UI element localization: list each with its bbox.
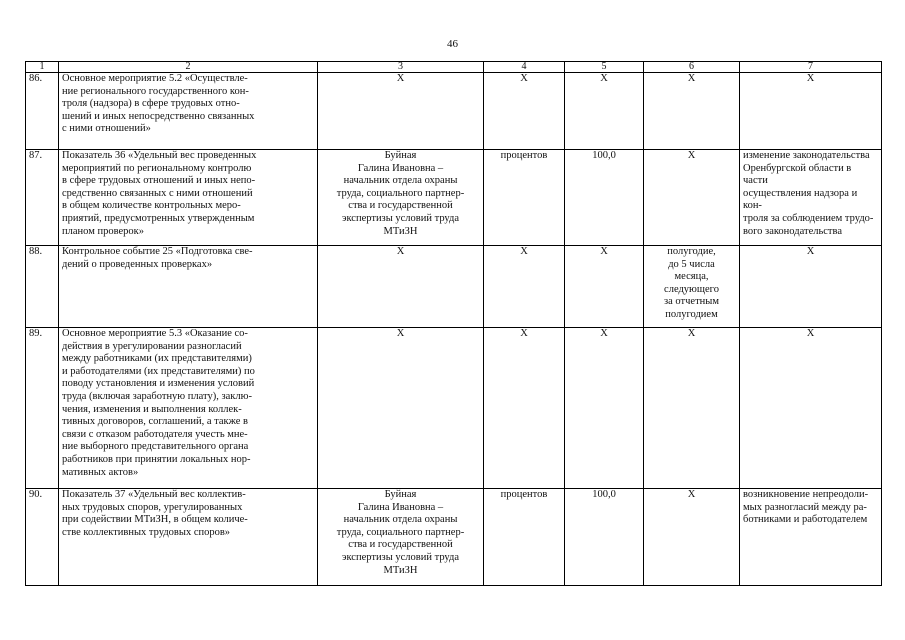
row-name: Основное мероприятие 5.3 «Оказание со- действия в урегулировании разногласий между работниками (их представителями) и работодателями (их представителями) по поводу установления и изменения условий труда (включая заработную плату), заклю- чения, изменения и выполнения коллек- тивных договоров, соглашений, а также в связи с отказом работодателя учесть мне- ние выборного представительного органа работников при принятии локальных нор- мативных актов» (59, 328, 318, 489)
row-responsible: Х (318, 73, 484, 150)
row-deadline: Х (644, 328, 740, 489)
table-row (26, 150, 882, 246)
row-unit: Х (484, 246, 565, 328)
row-value: Х (565, 246, 644, 328)
row-number: 90. (26, 489, 59, 586)
column-header: 7 (740, 62, 882, 73)
row-value: Х (565, 73, 644, 150)
column-header: 2 (59, 62, 318, 73)
row-responsible: Х (318, 328, 484, 489)
column-header: 6 (644, 62, 740, 73)
row-unit: Х (484, 73, 565, 150)
row-value: Х (565, 328, 644, 489)
page-number: 46 (447, 38, 458, 50)
row-name: Показатель 36 «Удельный вес проведенных мероприятий по региональному контролю в сфере трудовых отношений и иных непо- средственно связанных с ними отношений в общем количестве контрольных меро- приятий, предусмотренных утвержденным планом проверок» (59, 150, 318, 246)
row-unit: Х (484, 328, 565, 489)
row-responsible: Буйная Галина Ивановна – начальник отдела охраны труда, социального партнер- ства и государственной экспертизы условий труда МТиЗН (318, 489, 484, 586)
column-header: 5 (565, 62, 644, 73)
row-number: 88. (26, 246, 59, 328)
row-deadline: Х (644, 489, 740, 586)
plan-table (25, 61, 882, 586)
row-deadline: полугодие, до 5 числа месяца, следующего за отчетным полугодием (644, 246, 740, 328)
table-row (26, 328, 882, 489)
row-unit: процентов (484, 150, 565, 246)
table-row (26, 246, 882, 328)
row-risk: Х (740, 246, 882, 328)
column-header: 1 (26, 62, 59, 73)
row-risk: изменение законодательства Оренбургской области в части осуществления надзора и кон- троля за соблюдением трудо- вого законодательства (740, 150, 882, 246)
row-name: Показатель 37 «Удельный вес коллектив- ных трудовых споров, урегулированных при содействии МТиЗН, в общем количе- стве коллективных трудовых споров» (59, 489, 318, 586)
row-unit: процентов (484, 489, 565, 586)
table-header-row (26, 62, 882, 73)
row-responsible: Х (318, 246, 484, 328)
row-value: 100,0 (565, 489, 644, 586)
row-name: Основное мероприятие 5.2 «Осуществле- ние регионального государственного кон- троля (надзора) в сфере трудовых отно- шений и иных непосредственно связанных с ними отношений» (59, 73, 318, 150)
row-risk: возникновение непреодоли- мых разногласий между ра- ботниками и работодателем (740, 489, 882, 586)
row-risk: Х (740, 328, 882, 489)
row-value: 100,0 (565, 150, 644, 246)
table-row (26, 489, 882, 586)
table-row (26, 73, 882, 150)
row-number: 87. (26, 150, 59, 246)
row-deadline: Х (644, 73, 740, 150)
row-name: Контрольное событие 25 «Подготовка све- дений о проведенных проверках» (59, 246, 318, 328)
row-number: 86. (26, 73, 59, 150)
row-responsible: Буйная Галина Ивановна – начальник отдела охраны труда, социального партнер- ства и государственной экспертизы условий труда МТиЗН (318, 150, 484, 246)
row-number: 89. (26, 328, 59, 489)
column-header: 4 (484, 62, 565, 73)
row-deadline: Х (644, 150, 740, 246)
row-risk: Х (740, 73, 882, 150)
column-header: 3 (318, 62, 484, 73)
